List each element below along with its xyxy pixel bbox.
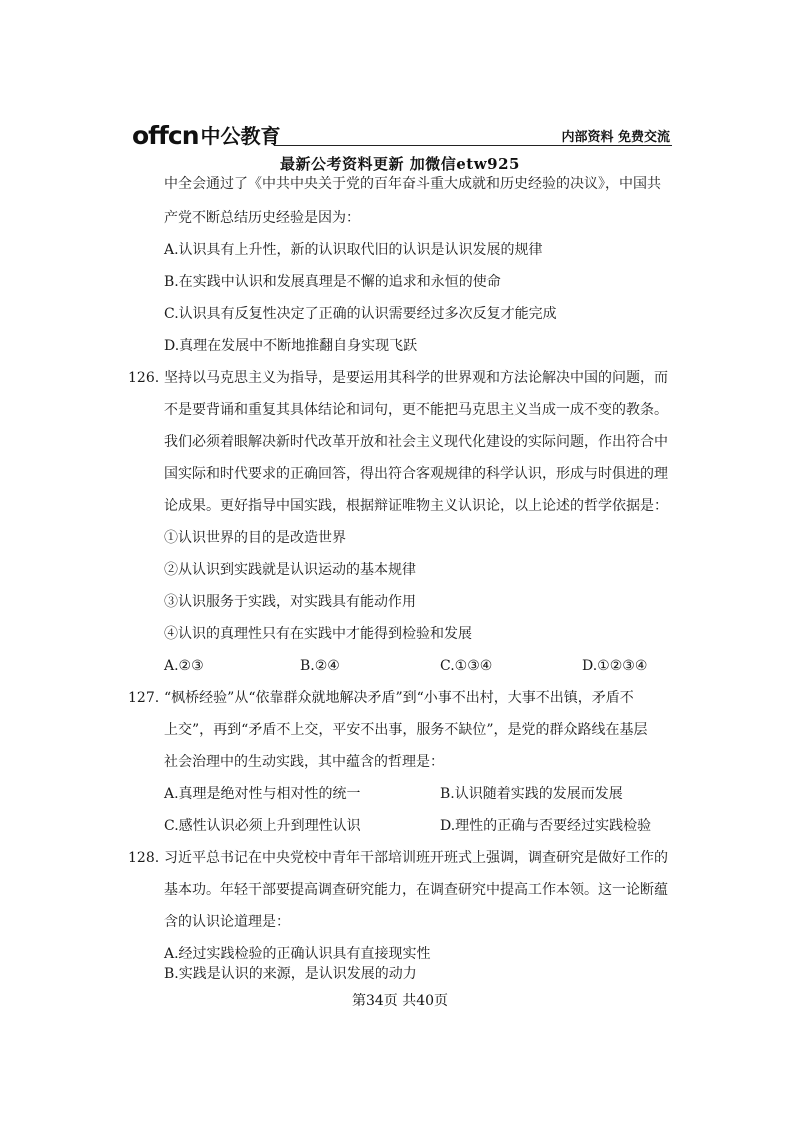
q128-stem-line-3: 含的认识论道理是：	[164, 914, 290, 930]
page-header	[132, 122, 672, 148]
q127-options-row-1	[136, 784, 676, 804]
q128-option-b: B.实践是认识的来源，是认识发展的动力	[164, 966, 417, 982]
q125-option-b: B.在实践中认识和发展真理是不懈的追求和永恒的使命	[164, 274, 501, 290]
q127-number: 127.	[128, 690, 160, 706]
q125-stem-line-1: 中全会通过了《中共中央关于党的百年奋斗重大成就和历史经验的决议》，中国共	[164, 176, 661, 192]
q125-option-a: A.认识具有上升性，新的认识取代旧的认识是认识发展的规律	[164, 242, 543, 258]
q128-option-a: A.经过实践检验的正确认识具有直接现实性	[164, 946, 431, 962]
q126-item-1: ①认识世界的目的是改造世界	[164, 530, 346, 546]
q125-option-c: C.认识具有反复性决定了正确的认识需要经过多次反复才能完成	[164, 306, 557, 322]
page-footer: 第34页 共40页	[351, 993, 449, 1009]
q126-option-b: B.②④	[300, 658, 340, 674]
q126-option-a: A.②③	[164, 658, 204, 674]
q128-stem-line-1: 习近平总书记在中央党校中青年干部培训班开班式上强调，调查研究是做好工作的	[164, 850, 668, 866]
q126-item-4: ④认识的真理性只有在实践中才能得到检验和发展	[164, 626, 472, 642]
q127-options-row-2	[136, 816, 676, 836]
header-divider	[274, 145, 672, 146]
q126-option-d: D.①②③④	[582, 658, 648, 674]
q126-stem-line-2: 不是要背诵和重复其具体结论和词句，更不能把马克思主义当成一成不变的教条。	[164, 402, 668, 418]
q125-stem-line-2: 产党不断总结历史经验是因为：	[164, 210, 360, 226]
offcn-logo	[132, 122, 281, 148]
q126-stem-line-3: 我们必须着眼解决新时代改革开放和社会主义现代化建设的实际问题，作出符合中	[164, 434, 668, 450]
q126-item-2: ②从认识到实践就是认识运动的基本规律	[164, 562, 416, 578]
q128-stem-line-2: 基本功。年轻干部要提高调查研究能力，在调查研究中提高工作本领。这一论断蕴	[164, 882, 668, 898]
q127-stem-line-3: 社会治理中的生动实践，其中蕴含的哲理是：	[164, 754, 444, 770]
q126-number: 126.	[128, 370, 160, 386]
q127-stem-line-1: “枫桥经验”从“依靠群众就地解决矛盾”到“小事不出村，大事不出镇，矛盾不	[164, 690, 634, 706]
q126-stem-line-4: 国实际和时代要求的正确回答，得出符合客观规律的科学认识，形成与时俱进的理	[164, 466, 668, 482]
q126-item-3: ③认识服务于实践，对实践具有能动作用	[164, 594, 416, 610]
q127-option-c: C.感性认识必须上升到理性认识	[164, 818, 361, 834]
q126-option-c: C.①③④	[440, 658, 493, 674]
q128-number: 128.	[128, 850, 160, 866]
q125-option-d: D.真理在发展中不断地推翻自身实现飞跃	[164, 338, 418, 354]
q127-option-d: D.理性的正确与否要经过实践检验	[440, 818, 652, 834]
q126-stem-line-1: 坚持以马克思主义为指导，是要运用其科学的世界观和方法论解决中国的问题，而	[164, 370, 668, 386]
watermark-text: 最新公考资料更新 加微信etw925	[280, 155, 520, 173]
q127-stem-line-2: 上交”，再到“矛盾不上交，平安不出事，服务不缺位”，是党的群众路线在基层	[164, 722, 648, 738]
q127-option-a: A.真理是绝对性与相对性的统一	[164, 786, 361, 802]
q126-stem-line-5: 论成果。更好指导中国实践，根据辩证唯物主义认识论，以上论述的哲学依据是：	[164, 498, 668, 514]
logo-chinese-text: 中公教育	[200, 124, 281, 148]
q126-options	[136, 656, 676, 676]
logo-latin-text: offcn	[132, 121, 199, 150]
q127-option-b: B.认识随着实践的发展而发展	[440, 786, 623, 802]
header-right-label: 内部资料 免费交流	[561, 130, 670, 145]
